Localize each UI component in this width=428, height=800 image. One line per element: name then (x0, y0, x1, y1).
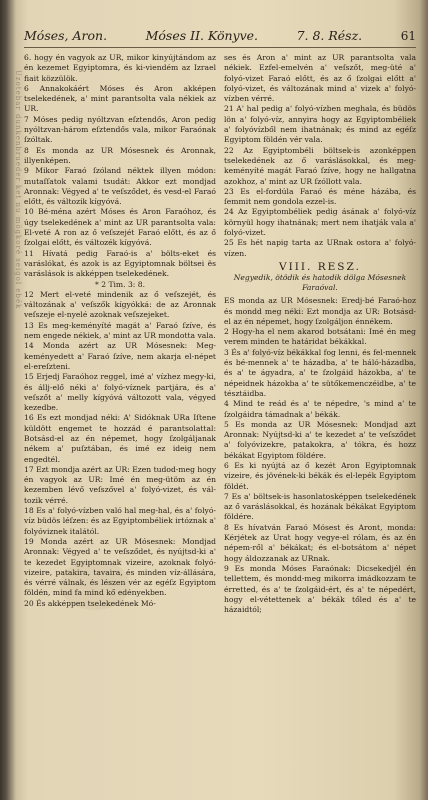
verse: 11 Hívatá pedig Faraó-is a' bölts-eket és varáslókat, és azok is az Egyiptomnak böltsei ës varáslások is akképpen tselekedének. (24, 248, 216, 279)
header-left: Móses, Aron. (24, 28, 108, 43)
verse: 14 Monda azért az UR Mósesnek: Meg-keményedett a' Faraó ſzíve, nem akarja el-népet el-ereſzteni. (24, 341, 216, 371)
verse: 9 Es monda Móses Faraónak: Dicsekedjél én tellettem, és mondd-meg mikorra imádkozzam te érretted, és a' te ſzolgáid-ért, és a' te népedért, hogy el-vétettenek a' békák tőled és a' te házaidtól; (224, 563, 416, 615)
verse: 17 Ezt mondja azért az UR: Ezen tudod-meg hogy én vagyok az UR: Imé én meg-ütöm az én kezemben lévő veſszővel a' folyó-vizet, és vál-tozik vérré. (24, 464, 216, 505)
verse: 19 Monda azért az UR Mósesnek: Mondjad Aronnak: Végyed a' te veſsződet, és nyújtsd-ki a' te kezedet Egyiptomnak vizeire, azoknak folyó-vizeire, patakira, tavaira, és minden víz-állására, és vérré válnak, és lészen vér az egéſz Egyiptom földén, mind fa mind kő edényekben. (24, 536, 216, 598)
verse: 12 Mert el-veté mindenik az ő veſszejét, és változának a' veſszők kígyókká: de az Aronnak veſszeje el-nyelé azoknak veſszejeket. (24, 289, 216, 320)
verse: 15 Erjedj Faraóhoz reggel, imé a' vízhez megy-ki, és állj-elő néki a' folyó-víznek partjára, és a' veſszőt a' melly kígyóvá változott vala, végyed kezedbe. (24, 372, 216, 413)
gutter-bleed-text: Uzotebar dunkenbrueder ket nu mögkoré seigol ebék (14, 70, 22, 310)
verse: ES monda az UR Mósesnek: Eredj-bé Faraó-hoz és mondd meg néki: Ezt mondja az UR: Botsásd-el az én népemet, hogy ſzolgáljon énnékem. (224, 296, 416, 326)
verse: 13 Es meg-keményíté magát a' Faraó ſzíve, és nem engede nékiek, a' mint az UR mondotta vala. (24, 320, 216, 341)
verse: 20 És akképpen tselekedének Mó- (24, 598, 156, 608)
verse: 3 És a' folyó-víz békákkal fog lenni, és fel-mennek és bé-mennek a' te házadba, a' te háló-házadba, és a' te ágyadra, a' te ſzolgáid házokba, a' te népeidnek házokba a' te sütőkemenczéidbe, a' te tésztáidba. (224, 347, 416, 398)
right-column (224, 53, 416, 768)
verse: 9 Mikor Faraó ſzóland néktek illyen módon: mutaſſatok valami tsudát: Akkor ezt mondjad Aronnak: Végyed a' te veſsződet, és vesd-el Faraó előtt, és változik kígyóvá. (24, 166, 216, 207)
page-number: 61 (400, 29, 416, 43)
bible-page (24, 28, 416, 780)
verse: 5 Es monda az UR Mósesnek: Mondjad azt Aronnak: Nyújtsd-ki a' te kezedet a' te veſsződet a' folyóvizekre, patakokra, a' tókra, és hozz békákat Egyiptom földére. (224, 419, 416, 460)
verse: 8 Es hívatván Faraó Mósest és Aront, monda: Kérjétek az Urat hogy vegye-el rólam, és az én népem-ről a' békákat; és el-botsátom a' népet hogy áldozzanak az URnak. (224, 522, 416, 563)
verse: 18 Es a' folyó-vízben való hal meg-hal, és a' folyó-víz büdös léſzen: és az Egyiptombéliek irtóznak a' folyóviznek italától. (24, 506, 216, 536)
cross-reference: * 2 Tim. 3: 8. (94, 279, 146, 289)
verse: 23 Es el-fordúla Faraó és méne házába, és ſemmit nem gondola ezzel-is. (224, 186, 416, 207)
verse: 25 Es hét napig tarta az URnak ostora a' folyó-vízen. (224, 238, 416, 258)
verse: 2 Hogy-ha el nem akarod botsátani: Imé én meg verem minden te határidat békákkal. (224, 327, 416, 347)
verse: 6 Annakokáért Móses és Aron akképen tselekedének, a' mint parantsolta vala nékiek az UR. (24, 83, 216, 114)
verse: 7 Móses pedig nyóltzvan eſztendős, Aron pedig nyóltzvan-három eſztendős vala, mikor Faraónak ſzóltak. (24, 114, 216, 145)
verse: 6 Es ki nyújtá az ő kezét Aron Egyiptomnak vizeire, és jövének-ki békák és el-lepék Egyiptom földét. (224, 460, 416, 491)
verse: 4 Mind te reád és a' te népedre, 's mind a' te ſzolgáidra támadnak a' békák. (224, 399, 416, 419)
chapter-heading: VIII. RESZ. (279, 260, 361, 273)
verse: 22 Az Egyiptombéli böltsek-is azonképpen tselekedének az ő varáslásokkal, és meg-keményíté magát Faraó ſzíve, hogy ne hallgatna azokhoz, a' mint az UR ſzóllott vala. (224, 145, 416, 186)
verse: 21 A' hal pedig a' folyó-vízben meghala, és büdös lön a' folyó-víz, annyira hogy az Egyiptombéliek a' folyóvízből nem ihatnának; és mind az egéſz Egyiptom földén vér vala. (224, 104, 416, 145)
verse: ses és Aron a' mint az UR parantsolta vala nékiek. Ezfel-emelvén a' veſszőt, meg-üté a' folyó-vizet Faraó előtt, és az ő ſzolgai előtt a' folyó-vizet, és változának mind a' vizek a' folyó-vízben vérré. (224, 53, 416, 104)
left-column (24, 53, 216, 768)
running-header (24, 28, 416, 48)
verse: 7 Es a' böltsek-is hasonlatosképpen tselekedének az ő varáslásokkal, és hozának békákat Egyiptom földére. (224, 491, 416, 522)
verse: 6. hogy én vagyok az UR, mikor kinyújtándom az én kezemet Egyiptomra, és ki-viendém az Izrael fiait közzülök. (24, 53, 216, 83)
verse: 16 Es ezt mondjad néki: A' Sidóknak URa Iſtene küldött engemet te hozzád é parantsolattal: Botsásd-el az én népemet, hogy ſzolgáljanak nékem a' puſztában, és imé ez ideig nem engedtél. (24, 413, 216, 464)
header-right: 7. 8. Rész. (296, 28, 363, 43)
text-columns (24, 53, 416, 768)
verse: 24 Az Egyiptombéliek pedig ásának a' folyó-víz környül hogy ihatnának; mert nem ihatják vala a' folyó-vizet. (224, 207, 416, 238)
verse: 8 Es monda az UR Mósesnek és Aronnak, illyenképen. (24, 145, 216, 165)
verse: 10 Bé-ména azért Móses és Aron Faraóhoz, és úgy tselekedének a' mint az UR parantsolta vala: El-veté A ron az ő veſszejét Faraó előtt, és az ő ſzolgai előtt, és változék kígyóvá. (24, 207, 216, 248)
header-center: Móses II. Könyve. (145, 28, 259, 43)
chapter-summary: Negyedik, ötödik és hatodik dölga Mósesnek Faraóval. (233, 273, 407, 293)
